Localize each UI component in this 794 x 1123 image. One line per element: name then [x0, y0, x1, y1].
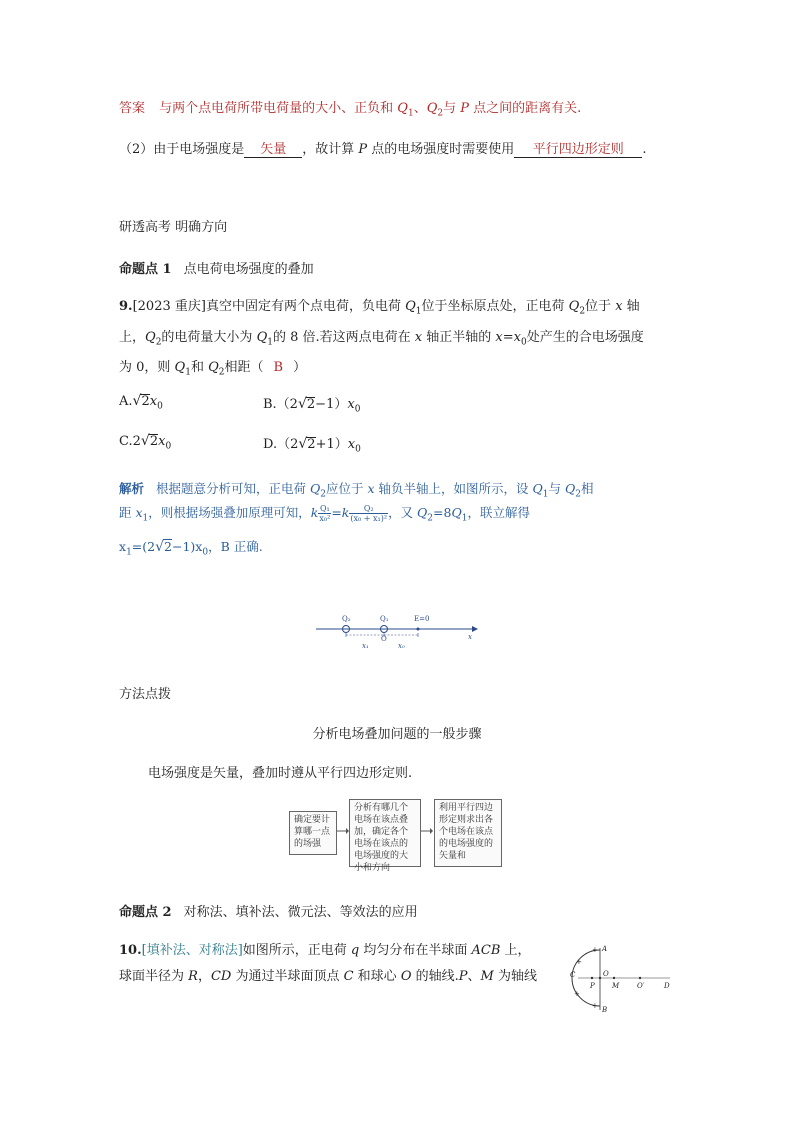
label-e0: E=0: [414, 615, 430, 623]
option-b: $B.(2√2-1)x_0$: [263, 396, 361, 415]
method-text: 电场强度是矢量，叠加时遵从平行四边形定则.: [148, 766, 413, 781]
label-c: C: [570, 971, 576, 979]
figure-hemisphere: [566, 940, 678, 1018]
label-o: O: [381, 635, 387, 643]
label-x1: x₁: [362, 642, 369, 650]
q10-tag: [填补法、对称法]: [141, 943, 243, 958]
plus-1: +: [592, 946, 598, 954]
fraction-q1: $\frac{\text{Q₁}}{\text{x₀²}}$: [319, 504, 331, 523]
arrow-2-head-icon: [430, 828, 433, 834]
option-a: $A.√2x_0$: [119, 393, 163, 412]
label-d: D: [664, 982, 670, 990]
label-p: P: [590, 982, 595, 990]
option-d: $D.(2√2+1)x_0$: [263, 436, 361, 455]
answer-line: [119, 97, 581, 119]
point-e0: [417, 628, 420, 631]
flow-arrows: [337, 825, 435, 837]
q9-answer: B: [273, 360, 284, 376]
question-9: 9.[2023 重庆]真空中固定有两个点电荷，负电荷 $Q_1$位于坐标原点处，正电荷 $Q_2$位于 x 轴 上，$Q_2$的电荷量大小为 $Q_1$的 8 倍.若这两点电荷在 x 轴正半轴的 $x=x_0$处产生的合电场强度 为 0，则 $Q_1$和 $Q_2$相距（ B ）: [119, 299, 644, 378]
answer-text: 与两个点电荷所带电荷量的大小、正负和 $Q_1$、$Q_2$与 P 点之间的距离有关.: [159, 101, 582, 119]
plus-4: +: [592, 1002, 598, 1010]
method-title: 方法点拨: [119, 687, 172, 702]
plus-3: +: [574, 990, 580, 998]
fraction-q2: $\frac{\text{Q₂}}{\text{(x₀ + x₁)²}}$: [350, 504, 388, 523]
plus-2: +: [576, 958, 582, 966]
label-q2: Q₂: [342, 615, 351, 623]
label-b: B: [602, 1006, 608, 1014]
part2-line: （2）由于电场强度是 矢量 ，故计算 P 点的电场强度时需要使用 平行四边形定则 .: [119, 138, 646, 158]
topic1-heading: 命题点 1 点电荷电场强度的叠加: [119, 262, 314, 277]
blank-vector: 矢量: [244, 138, 302, 158]
label-x0: x₀: [398, 642, 405, 650]
label-q1: Q₁: [380, 615, 389, 623]
answer-label: 答案: [119, 101, 146, 116]
arrow-1-head-icon: [346, 828, 349, 834]
method-heading: 分析电场叠加问题的一般步骤: [312, 727, 482, 742]
step-box-2: 分析有哪几个电场在该点叠加，确定各个电场在该点的电场强度的大小和方向: [349, 799, 421, 867]
label-a: A: [602, 945, 608, 953]
blank-parallelogram: 平行四边形定则: [514, 138, 642, 158]
option-c: $C.2√2x_0$: [119, 433, 172, 452]
label-m: M: [612, 982, 620, 990]
label-o: O: [603, 970, 609, 978]
topic2-heading: 命题点 2 对称法、填补法、微元法、等效法的应用: [119, 905, 418, 920]
axis-arrow-icon: [472, 626, 478, 632]
figure-number-line: [312, 610, 482, 652]
question-10: 10.[填补法、对称法]如图所示，正电荷 q 均匀分布在半球面 ACB 上， 球面半径为 R，CD 为通过半球面顶点 C 和球心 O 的轴线.P、M 为轴线: [119, 943, 537, 984]
step-box-3: 利用平行四边形定则求出各个电场在该点的电场强度的矢量和: [434, 799, 502, 867]
section-title: 研透高考 明确方向: [119, 220, 228, 235]
label-x-axis: x: [468, 633, 472, 641]
step-box-1: 确定要计算哪一点的场强: [289, 811, 337, 855]
label-o-prime: O′: [637, 982, 645, 990]
analysis: 解析 根据题意分析可知，正电荷 $Q_2$应位于 x 轴负半轴上，如图所示，设 $Q_1$与 $Q_2$相 距 $x_1$，则根据场强叠加原理可知，k $\frac{\text{Q₁}}{\text{x₀²}}$ =k $\frac{\text{Q₂}}{\text{(x₀ + x₁)²}}$ ，又 $Q_2=8Q_1$，联立解得 $x_1=(2√2-1)x_0$，B 正确.: [119, 481, 594, 558]
